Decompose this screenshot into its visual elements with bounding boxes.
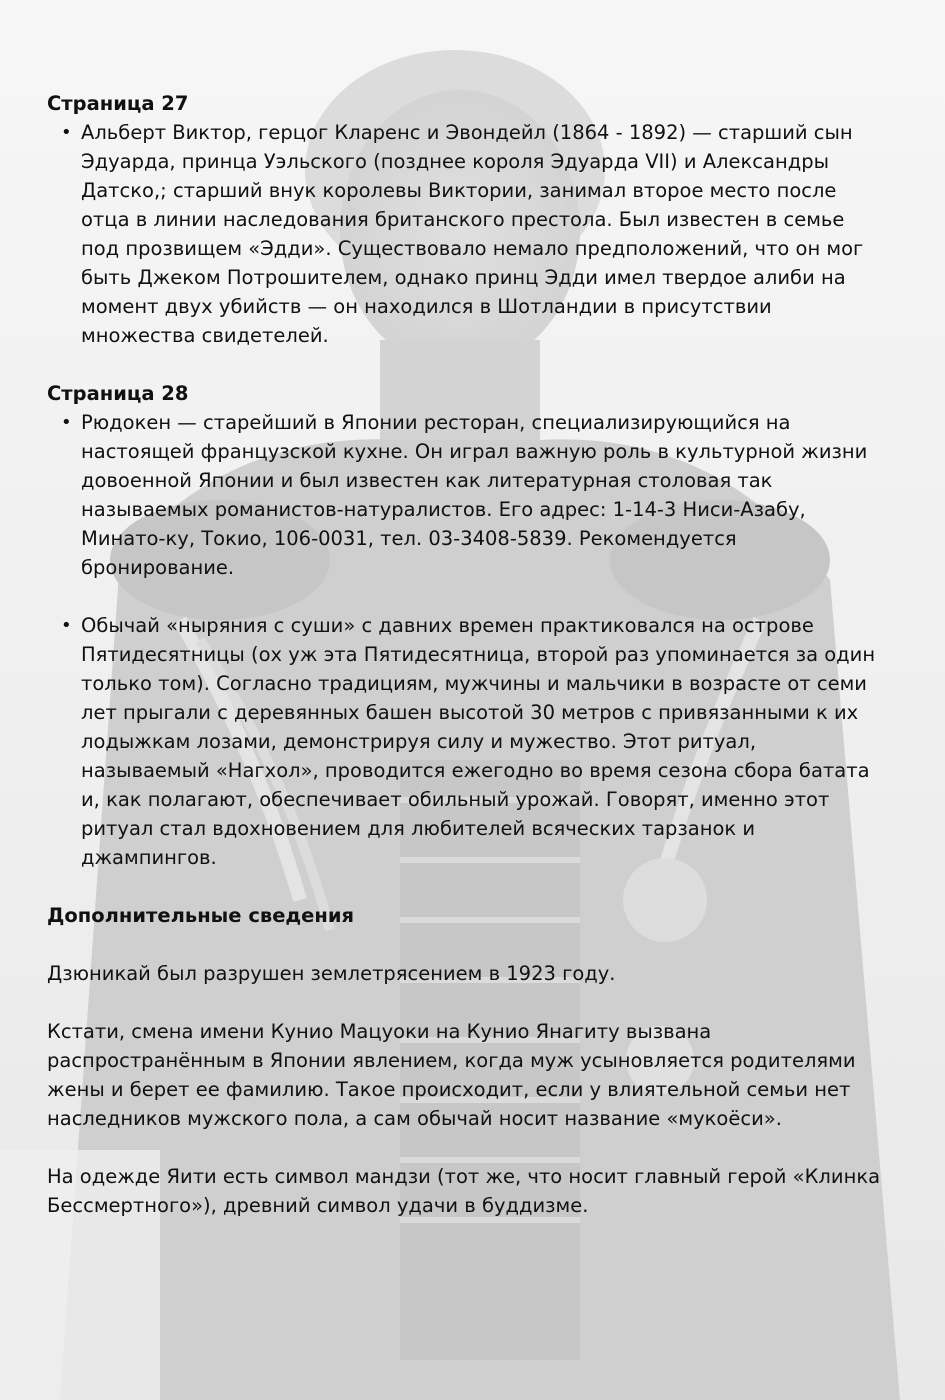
list-item — [61, 408, 887, 582]
extra-paragraph: На одежде Яити есть символ мандзи (тот же, что носит главный герой «Клинка Бессмертного»), древний символ удачи в буддизме. — [47, 1165, 881, 1217]
section-title-page-28: Страница 28 — [47, 382, 189, 405]
notes-list-page-28 — [47, 408, 887, 872]
extra-paragraph: Кстати, смена имени Кунио Мацуоки на Кунио Янагиту вызвана распространённым в Японии явлением, когда муж усыновляется родителями жены и берет ее фамилию. Такое происходит, если у влиятельной семьи нет наследников мужского пола, а сам обычай носит название «мукоёси». — [47, 1020, 856, 1130]
list-spacer — [81, 582, 887, 611]
bullet-icon: • — [61, 412, 72, 433]
note-text: Обычай «ныряния с суши» с давних времен практиковался на острове Пятидесятницы (ох уж эта Пятидесятница, второй раз упоминается за один только том). Согласно традициям, мужчины и мальчики в возрасте от семи лет прыгали с деревянных башен высотой 30 метров с привязанными к их лодыжкам лозами, демонстрируя силу и мужество. Этот ритуал, называемый «Нагхол», проводится ежегодно во время сезона сбора батата и, как полагают, обеспечивает обильный урожай. Говорят, именно этот ритуал стал вдохновением для любителей всяческих тарзанок и джампингов. — [81, 614, 876, 869]
notes-list-page-27 — [47, 118, 887, 350]
list-item — [61, 611, 887, 872]
extra-paragraph: Дзюникай был разрушен землетрясением в 1923 году. — [47, 962, 616, 985]
notes-content — [47, 89, 887, 1220]
note-text: Рюдокен — старейший в Японии ресторан, специализирующийся на настоящей французской кухне. Он играл важную роль в культурной жизни довоенной Японии и был известен как литературная столовая так называемых романистов-натуралистов. Его адрес: 1-14-3 Ниси-Азабу, Минато-ку, Токио, 106-0031, тел. 03-3408-5839. Рекомендуется бронирование. — [81, 411, 868, 579]
section-title-extra: Дополнительные сведения — [47, 904, 355, 927]
note-text: Альберт Виктор, герцог Кларенс и Эвондейл (1864 - 1892) — старший сын Эдуарда, принца Уэльского (позднее короля Эдуарда VII) и Александры Датско,; старший внук королевы Виктории, занимал второе место после отца в линии наследования британского престола. Был известен в семье под прозвищем «Эдди». Существовало немало предположений, что он мог быть Джеком Потрошителем, однако принц Эдди имел твердое алиби на момент двух убийств — он находился в Шотландии в присутствии множества свидетелей. — [81, 121, 864, 347]
section-title-page-27: Страница 27 — [47, 92, 189, 115]
list-item — [61, 118, 887, 350]
bullet-icon: • — [61, 122, 72, 143]
bullet-icon: • — [61, 615, 72, 636]
